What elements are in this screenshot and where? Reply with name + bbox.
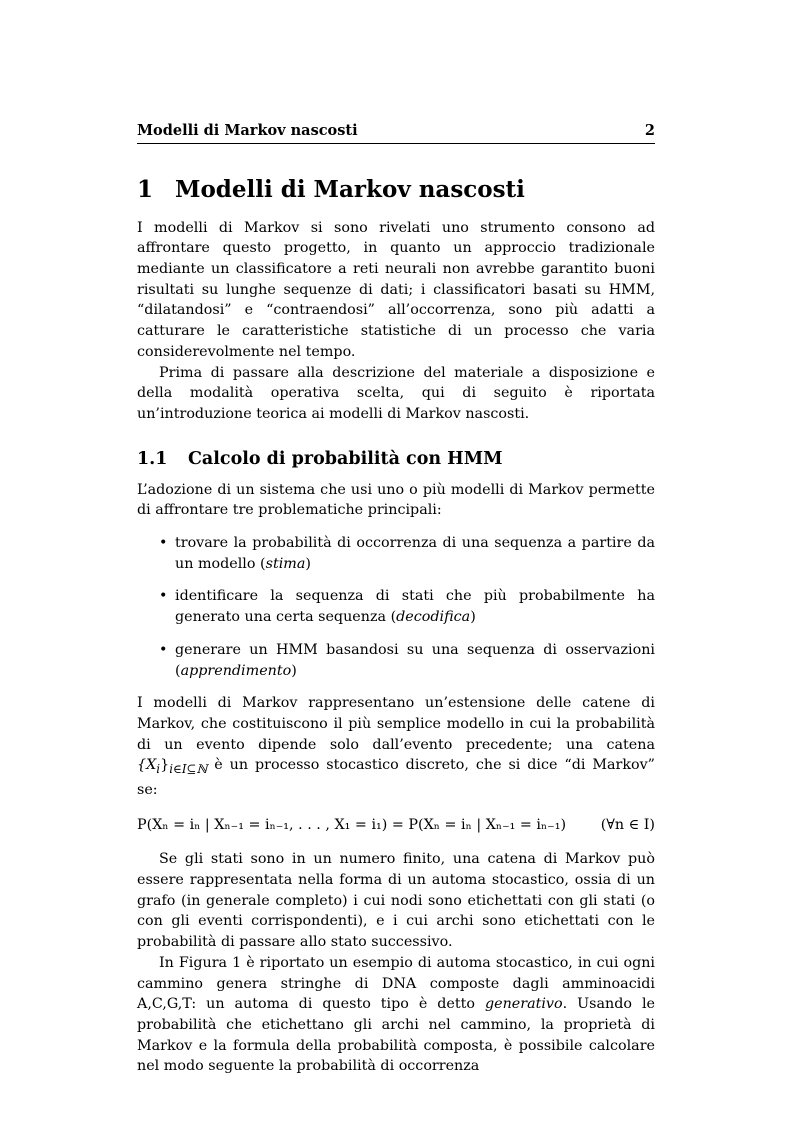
subsection-number: 1.1 — [137, 448, 168, 469]
paragraph-5: Se gli stati sono in un numero finito, una catena di Markov può essere rappresentata nella forma di un automa stocastico, ossia di un grafo (in generale completo) i cui nodi sono etichettati con gli stati (o con gli eventi corrispondenti), e i cui archi sono etichettati con le probabilità di passare allo stato successivo. — [137, 851, 655, 951]
section-number: 1 — [137, 176, 154, 203]
paragraph-1: I modelli di Markov si sono rivelati uno strumento consono ad affrontare questo progetto, in quanto un approccio tradizionale mediante un classificatore a reti neurali non avrebbe garantito buoni risultati su lunghe sequenze di dati; i classificatori basati su HMM, “dilatandosi” e “contraendosi” all’occorrenza, sono più adatti a catturare le caratteristiche statistiche di un processo che varia considerevolmente nel tempo. — [137, 219, 655, 360]
paragraph-3: L’adozione di un sistema che usi uno o più modelli di Markov permette di affrontare tre problematiche principali: — [137, 481, 655, 519]
section-heading — [137, 176, 655, 204]
page-number: 2 — [644, 122, 655, 139]
bullet-list — [137, 533, 655, 681]
section-title: Modelli di Markov nascosti — [175, 176, 525, 203]
list-item: • identificare la sequenza di stati che più probabilmente ha generato una certa sequenza (decodifica) — [175, 586, 655, 627]
subsection-title: Calcolo di probabilità con HMM — [188, 448, 503, 469]
markov-formula — [137, 815, 655, 836]
page — [137, 122, 655, 1077]
paragraph-4: I modelli di Markov rappresentano un’estensione delle catene di Markov, che costituiscono il più semplice modello in cui la probabilità di un evento dipende solo dall’evento precedente; una catena $\{X_i\}_{i\in I⊆ℕ}$ è un processo stocastico discreto, che si dice “di Markov” se: — [137, 695, 655, 798]
paragraph-6: In Figura 1 è riportato un esempio di automa stocastico, in cui ogni cammino genera stringhe di DNA composte dagli amminoacidi A,C,G,T: un automa di questo tipo è detto generativo. Usando le probabilità che etichettano gli archi nel cammino, la proprietà di Markov e la formula della probabilità composta, è possibile calcolare nel modo seguente la probabilità di occorrenza — [137, 954, 656, 1075]
formula-equation: P(Xₙ = iₙ | Xₙ₋₁ = iₙ₋₁, . . . , X₁ = i₁) = P(Xₙ = iₙ | Xₙ₋₁ = iₙ₋₁) — [137, 816, 567, 833]
running-head-title: Modelli di Markov nascosti — [137, 122, 358, 139]
list-item: • trovare la probabilità di occorrenza di una sequenza a partire da un modello (stima) — [175, 533, 655, 574]
list-item: • generare un HMM basandosi su una sequenza di osservazioni (apprendimento) — [175, 640, 655, 681]
subsection-heading — [137, 449, 655, 470]
formula-quantifier: (∀n ∈ I) — [600, 816, 655, 833]
paragraph-2: Prima di passare alla descrizione del materiale a disposizione e della modalità operativa scelta, qui di seguito è riportata un’introduzione teorica ai modelli di Markov nascosti. — [137, 364, 655, 422]
running-head — [137, 122, 655, 144]
